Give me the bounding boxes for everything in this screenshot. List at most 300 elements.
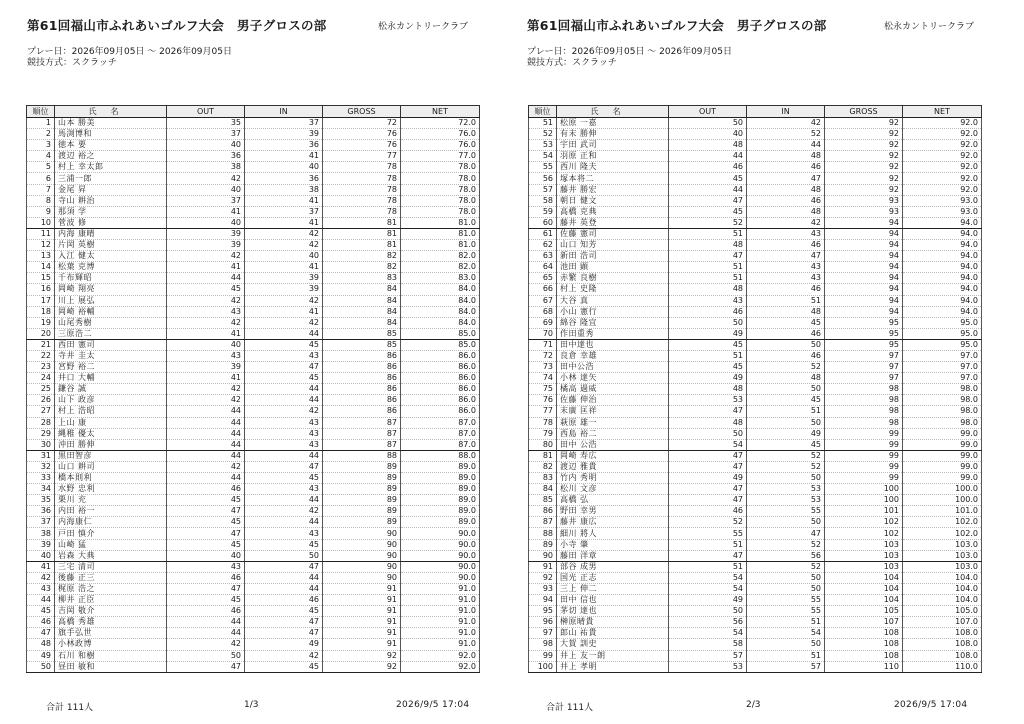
- rank-cell: 88: [529, 528, 557, 539]
- out-score-cell: 44: [167, 406, 245, 417]
- in-score-cell: 45: [747, 439, 825, 450]
- net-score-cell: 98.0: [903, 395, 982, 406]
- table-row: [27, 428, 480, 439]
- in-score-cell: 44: [245, 450, 323, 461]
- out-score-cell: 47: [669, 461, 747, 472]
- in-score-cell: 44: [245, 395, 323, 406]
- player-name-cell: 橋本則利: [55, 473, 167, 484]
- player-name-cell: 三浦一郎: [55, 173, 167, 184]
- gross-score-cell: 78: [323, 184, 401, 195]
- rank-cell: 4: [27, 151, 55, 162]
- out-score-cell: 53: [669, 661, 747, 672]
- table-row: [529, 606, 982, 617]
- player-name-cell: 村上 幸太郎: [55, 162, 167, 173]
- table-header: [529, 106, 982, 118]
- in-score-cell: 41: [245, 306, 323, 317]
- player-name-cell: 山尾秀樹: [55, 317, 167, 328]
- table-row: [529, 384, 982, 395]
- player-name-cell: 菅波 修: [55, 217, 167, 228]
- in-score-cell: 47: [245, 628, 323, 639]
- net-score-cell: 94.0: [903, 217, 982, 228]
- rank-cell: 14: [27, 262, 55, 273]
- out-score-cell: 45: [669, 362, 747, 373]
- gross-score-cell: 93: [825, 195, 903, 206]
- table-row: [27, 572, 480, 583]
- table-row: [529, 495, 982, 506]
- print-timestamp: 2026/9/5 17:04: [396, 700, 470, 710]
- venue-name: 松永カントリークラブ: [884, 22, 975, 32]
- net-score-cell: 97.0: [903, 362, 982, 373]
- out-score-cell: 41: [167, 206, 245, 217]
- in-score-cell: 43: [245, 417, 323, 428]
- rank-cell: 78: [529, 417, 557, 428]
- table-row: [529, 284, 982, 295]
- gross-score-cell: 76: [323, 140, 401, 151]
- gross-score-cell: 90: [323, 561, 401, 572]
- player-name-cell: 岡崎 翔亮: [55, 284, 167, 295]
- in-score-cell: 46: [747, 328, 825, 339]
- competition-format: 競技方式：スクラッチ: [27, 58, 117, 68]
- rank-cell: 55: [529, 162, 557, 173]
- in-score-cell: 45: [245, 373, 323, 384]
- out-score-cell: 39: [167, 240, 245, 251]
- gross-score-cell: 94: [825, 240, 903, 251]
- gross-score-cell: 92: [825, 162, 903, 173]
- in-score-cell: 47: [747, 251, 825, 262]
- net-score-cell: 86.0: [401, 350, 480, 361]
- net-score-cell: 101.0: [903, 506, 982, 517]
- player-name-cell: 渡辺 雅貴: [557, 461, 669, 472]
- in-score-cell: 48: [747, 373, 825, 384]
- in-score-cell: 43: [747, 228, 825, 239]
- rank-cell: 49: [27, 650, 55, 661]
- out-score-cell: 47: [669, 550, 747, 561]
- in-score-cell: 42: [245, 317, 323, 328]
- in-score-cell: 51: [747, 650, 825, 661]
- in-score-cell: 47: [747, 528, 825, 539]
- rank-cell: 58: [529, 195, 557, 206]
- in-score-cell: 44: [245, 572, 323, 583]
- net-score-cell: 76.0: [401, 129, 480, 140]
- out-score-cell: 45: [669, 206, 747, 217]
- net-score-cell: 90.0: [401, 539, 480, 550]
- in-score-cell: 50: [747, 639, 825, 650]
- rank-cell: 81: [529, 450, 557, 461]
- gross-score-cell: 108: [825, 639, 903, 650]
- gross-score-cell: 97: [825, 362, 903, 373]
- net-score-cell: 99.0: [903, 450, 982, 461]
- net-score-cell: 86.0: [401, 373, 480, 384]
- net-score-cell: 110.0: [903, 661, 982, 672]
- rank-cell: 29: [27, 428, 55, 439]
- net-score-cell: 78.0: [401, 206, 480, 217]
- out-score-cell: 47: [167, 583, 245, 594]
- net-score-cell: 91.0: [401, 617, 480, 628]
- net-score-cell: 89.0: [401, 517, 480, 528]
- gross-score-cell: 84: [323, 306, 401, 317]
- table-row: [529, 273, 982, 284]
- player-name-cell: 茅切 達也: [557, 606, 669, 617]
- table-row: [529, 295, 982, 306]
- net-score-cell: 95.0: [903, 328, 982, 339]
- out-score-cell: 49: [669, 473, 747, 484]
- player-name-cell: 宇田 武司: [557, 140, 669, 151]
- table-row: [529, 484, 982, 495]
- table-row: [27, 561, 480, 572]
- gross-score-cell: 82: [323, 262, 401, 273]
- rank-cell: 18: [27, 306, 55, 317]
- rank-cell: 54: [529, 151, 557, 162]
- player-name-cell: 小山 憲行: [557, 306, 669, 317]
- net-score-cell: 90.0: [401, 572, 480, 583]
- net-score-cell: 93.0: [903, 206, 982, 217]
- in-score-cell: 42: [747, 118, 825, 129]
- out-score-cell: 36: [167, 151, 245, 162]
- player-name-cell: 山下 政彦: [55, 395, 167, 406]
- table-row: [529, 350, 982, 361]
- net-score-cell: 94.0: [903, 262, 982, 273]
- net-score-cell: 98.0: [903, 417, 982, 428]
- net-score-cell: 82.0: [401, 262, 480, 273]
- table-row: [529, 428, 982, 439]
- rank-cell: 22: [27, 350, 55, 361]
- out-score-cell: 44: [669, 151, 747, 162]
- out-score-cell: 40: [167, 140, 245, 151]
- player-name-cell: 有末 勝伸: [557, 129, 669, 140]
- net-score-cell: 98.0: [903, 384, 982, 395]
- out-score-cell: 43: [669, 295, 747, 306]
- rank-cell: 25: [27, 384, 55, 395]
- rank-cell: 73: [529, 362, 557, 373]
- rank-cell: 41: [27, 561, 55, 572]
- out-score-cell: 41: [167, 262, 245, 273]
- out-score-cell: 47: [167, 661, 245, 672]
- table-row: [27, 317, 480, 328]
- gross-score-cell: 87: [323, 439, 401, 450]
- table-row: [27, 606, 480, 617]
- player-name-cell: 藤井 勝宏: [557, 184, 669, 195]
- gross-score-cell: 98: [825, 384, 903, 395]
- net-score-cell: 91.0: [401, 639, 480, 650]
- gross-score-cell: 110: [825, 661, 903, 672]
- in-score-cell: 39: [245, 129, 323, 140]
- gross-score-cell: 102: [825, 528, 903, 539]
- gross-score-cell: 81: [323, 228, 401, 239]
- column-header-gross: GROSS: [825, 106, 903, 118]
- player-name-cell: 山口 知芳: [557, 240, 669, 251]
- out-score-cell: 42: [167, 317, 245, 328]
- rank-cell: 8: [27, 195, 55, 206]
- net-score-cell: 86.0: [401, 395, 480, 406]
- rank-cell: 36: [27, 506, 55, 517]
- gross-score-cell: 94: [825, 251, 903, 262]
- in-score-cell: 46: [747, 240, 825, 251]
- rank-cell: 20: [27, 328, 55, 339]
- out-score-cell: 40: [167, 217, 245, 228]
- rank-cell: 32: [27, 461, 55, 472]
- in-score-cell: 47: [245, 362, 323, 373]
- gross-score-cell: 104: [825, 572, 903, 583]
- net-score-cell: 90.0: [401, 528, 480, 539]
- table-row: [27, 184, 480, 195]
- rank-cell: 10: [27, 217, 55, 228]
- out-score-cell: 47: [669, 450, 747, 461]
- table-row: [27, 295, 480, 306]
- rank-cell: 97: [529, 628, 557, 639]
- out-score-cell: 50: [669, 317, 747, 328]
- out-score-cell: 44: [167, 628, 245, 639]
- net-score-cell: 81.0: [401, 240, 480, 251]
- net-score-cell: 105.0: [903, 606, 982, 617]
- out-score-cell: 42: [167, 461, 245, 472]
- in-score-cell: 51: [747, 295, 825, 306]
- table-row: [529, 406, 982, 417]
- gross-score-cell: 95: [825, 328, 903, 339]
- net-score-cell: 90.0: [401, 561, 480, 572]
- rank-cell: 83: [529, 473, 557, 484]
- rank-cell: 86: [529, 506, 557, 517]
- in-score-cell: 42: [245, 228, 323, 239]
- player-name-cell: 田中公浩: [557, 362, 669, 373]
- rank-cell: 98: [529, 639, 557, 650]
- in-score-cell: 48: [747, 184, 825, 195]
- in-score-cell: 56: [747, 550, 825, 561]
- player-name-cell: 田中達也: [557, 339, 669, 350]
- in-score-cell: 44: [245, 495, 323, 506]
- player-name-cell: 縄稚 優太: [55, 428, 167, 439]
- player-name-cell: 渡辺 裕之: [55, 151, 167, 162]
- gross-score-cell: 89: [323, 461, 401, 472]
- table-row: [27, 384, 480, 395]
- table-row: [27, 206, 480, 217]
- in-score-cell: 43: [245, 350, 323, 361]
- table-row: [27, 639, 480, 650]
- player-name-cell: 佐藤 伸治: [557, 395, 669, 406]
- in-score-cell: 47: [245, 617, 323, 628]
- player-name-cell: 綿谷 隆宜: [557, 317, 669, 328]
- rank-cell: 95: [529, 606, 557, 617]
- results-table: [528, 105, 982, 673]
- gross-score-cell: 88: [323, 450, 401, 461]
- out-score-cell: 49: [669, 373, 747, 384]
- rank-cell: 31: [27, 450, 55, 461]
- table-row: [27, 506, 480, 517]
- rank-cell: 40: [27, 550, 55, 561]
- gross-score-cell: 86: [323, 362, 401, 373]
- out-score-cell: 37: [167, 129, 245, 140]
- in-score-cell: 52: [747, 129, 825, 140]
- table-row: [27, 495, 480, 506]
- in-score-cell: 50: [747, 572, 825, 583]
- gross-score-cell: 97: [825, 373, 903, 384]
- player-name-cell: 国光 正志: [557, 572, 669, 583]
- player-name-cell: 井口 大輔: [55, 373, 167, 384]
- out-score-cell: 50: [669, 118, 747, 129]
- in-score-cell: 38: [245, 184, 323, 195]
- gross-score-cell: 92: [825, 151, 903, 162]
- rank-cell: 48: [27, 639, 55, 650]
- gross-score-cell: 99: [825, 473, 903, 484]
- out-score-cell: 47: [669, 495, 747, 506]
- player-name-cell: 片岡 英樹: [55, 240, 167, 251]
- out-score-cell: 41: [167, 328, 245, 339]
- table-row: [27, 118, 480, 129]
- gross-score-cell: 86: [323, 373, 401, 384]
- page-number: 1/3: [244, 700, 259, 710]
- out-score-cell: 44: [167, 473, 245, 484]
- rank-cell: 89: [529, 539, 557, 550]
- gross-score-cell: 85: [323, 328, 401, 339]
- rank-cell: 19: [27, 317, 55, 328]
- out-score-cell: 54: [669, 439, 747, 450]
- player-name-cell: 徳本 要: [55, 140, 167, 151]
- gross-score-cell: 84: [323, 317, 401, 328]
- player-name-cell: 大谷 真: [557, 295, 669, 306]
- in-score-cell: 43: [245, 484, 323, 495]
- in-score-cell: 51: [747, 406, 825, 417]
- rank-cell: 26: [27, 395, 55, 406]
- gross-score-cell: 84: [323, 295, 401, 306]
- in-score-cell: 39: [245, 273, 323, 284]
- in-score-cell: 55: [747, 595, 825, 606]
- player-name-cell: 沖田 勝伸: [55, 439, 167, 450]
- table-row: [27, 450, 480, 461]
- table-row: [529, 373, 982, 384]
- out-score-cell: 45: [167, 517, 245, 528]
- in-score-cell: 48: [747, 151, 825, 162]
- table-row: [27, 350, 480, 361]
- in-score-cell: 40: [245, 251, 323, 262]
- out-score-cell: 38: [167, 162, 245, 173]
- net-score-cell: 98.0: [903, 406, 982, 417]
- table-row: [529, 595, 982, 606]
- player-name-cell: 吉岡 敬介: [55, 606, 167, 617]
- in-score-cell: 52: [747, 450, 825, 461]
- gross-score-cell: 89: [323, 473, 401, 484]
- rank-cell: 6: [27, 173, 55, 184]
- net-score-cell: 99.0: [903, 428, 982, 439]
- net-score-cell: 91.0: [401, 595, 480, 606]
- gross-score-cell: 86: [323, 384, 401, 395]
- in-score-cell: 50: [747, 473, 825, 484]
- rank-cell: 96: [529, 617, 557, 628]
- column-header-in: IN: [747, 106, 825, 118]
- player-name-cell: 寺井 圭太: [55, 350, 167, 361]
- table-row: [529, 583, 982, 594]
- out-score-cell: 48: [669, 284, 747, 295]
- net-score-cell: 91.0: [401, 628, 480, 639]
- column-header-rank: 順位: [27, 106, 55, 118]
- play-date: プレー日：2026年09月05日 ～ 2026年09月05日: [527, 47, 732, 57]
- player-name-cell: 高橋 弘: [557, 495, 669, 506]
- in-score-cell: 50: [747, 384, 825, 395]
- gross-score-cell: 108: [825, 628, 903, 639]
- player-name-cell: 岡崎 裕輔: [55, 306, 167, 317]
- table-row: [529, 461, 982, 472]
- in-score-cell: 49: [747, 428, 825, 439]
- player-name-cell: 上山 康: [55, 417, 167, 428]
- rank-cell: 28: [27, 417, 55, 428]
- table-row: [27, 151, 480, 162]
- net-score-cell: 107.0: [903, 617, 982, 628]
- gross-score-cell: 91: [323, 628, 401, 639]
- player-name-cell: 赤繁 良樹: [557, 273, 669, 284]
- in-score-cell: 46: [747, 284, 825, 295]
- in-score-cell: 41: [245, 262, 323, 273]
- gross-score-cell: 90: [323, 572, 401, 583]
- gross-score-cell: 103: [825, 561, 903, 572]
- rank-cell: 38: [27, 528, 55, 539]
- net-score-cell: 93.0: [903, 195, 982, 206]
- out-score-cell: 55: [669, 528, 747, 539]
- net-score-cell: 77.0: [401, 151, 480, 162]
- net-score-cell: 92.0: [903, 173, 982, 184]
- rank-cell: 87: [529, 517, 557, 528]
- in-score-cell: 50: [747, 417, 825, 428]
- in-score-cell: 44: [245, 384, 323, 395]
- player-name-cell: 田中 公浩: [557, 439, 669, 450]
- player-name-cell: 金尾 昇: [55, 184, 167, 195]
- net-score-cell: 83.0: [401, 273, 480, 284]
- rank-cell: 67: [529, 295, 557, 306]
- table-row: [27, 373, 480, 384]
- player-name-cell: 三上 伸二: [557, 583, 669, 594]
- gross-score-cell: 91: [323, 606, 401, 617]
- table-row: [27, 262, 480, 273]
- table-row: [27, 162, 480, 173]
- rank-cell: 57: [529, 184, 557, 195]
- in-score-cell: 43: [245, 439, 323, 450]
- table-row: [27, 140, 480, 151]
- in-score-cell: 42: [245, 295, 323, 306]
- rank-cell: 64: [529, 262, 557, 273]
- net-score-cell: 78.0: [401, 162, 480, 173]
- table-row: [529, 650, 982, 661]
- player-name-cell: 山本 勝美: [55, 118, 167, 129]
- gross-score-cell: 97: [825, 350, 903, 361]
- in-score-cell: 42: [245, 406, 323, 417]
- print-timestamp: 2026/9/5 17:04: [894, 700, 968, 710]
- in-score-cell: 44: [245, 583, 323, 594]
- out-score-cell: 51: [669, 273, 747, 284]
- rank-cell: 77: [529, 406, 557, 417]
- column-header-out: OUT: [167, 106, 245, 118]
- table-row: [27, 395, 480, 406]
- player-name-cell: 井上 孝明: [557, 661, 669, 672]
- out-score-cell: 40: [669, 129, 747, 140]
- gross-score-cell: 94: [825, 262, 903, 273]
- out-score-cell: 49: [669, 328, 747, 339]
- table-row: [27, 273, 480, 284]
- gross-score-cell: 94: [825, 228, 903, 239]
- out-score-cell: 44: [167, 417, 245, 428]
- out-score-cell: 44: [167, 428, 245, 439]
- gross-score-cell: 100: [825, 484, 903, 495]
- player-name-cell: 戸田 慎介: [55, 528, 167, 539]
- table-row: [27, 328, 480, 339]
- table-row: [529, 328, 982, 339]
- player-name-cell: 川上 展弘: [55, 295, 167, 306]
- results-table: [26, 105, 480, 673]
- table-row: [27, 650, 480, 661]
- out-score-cell: 42: [167, 251, 245, 262]
- net-score-cell: 94.0: [903, 228, 982, 239]
- rank-cell: 53: [529, 140, 557, 151]
- table-row: [27, 661, 480, 672]
- player-name-cell: 西島 裕二: [557, 428, 669, 439]
- table-row: [27, 228, 480, 239]
- out-score-cell: 41: [167, 373, 245, 384]
